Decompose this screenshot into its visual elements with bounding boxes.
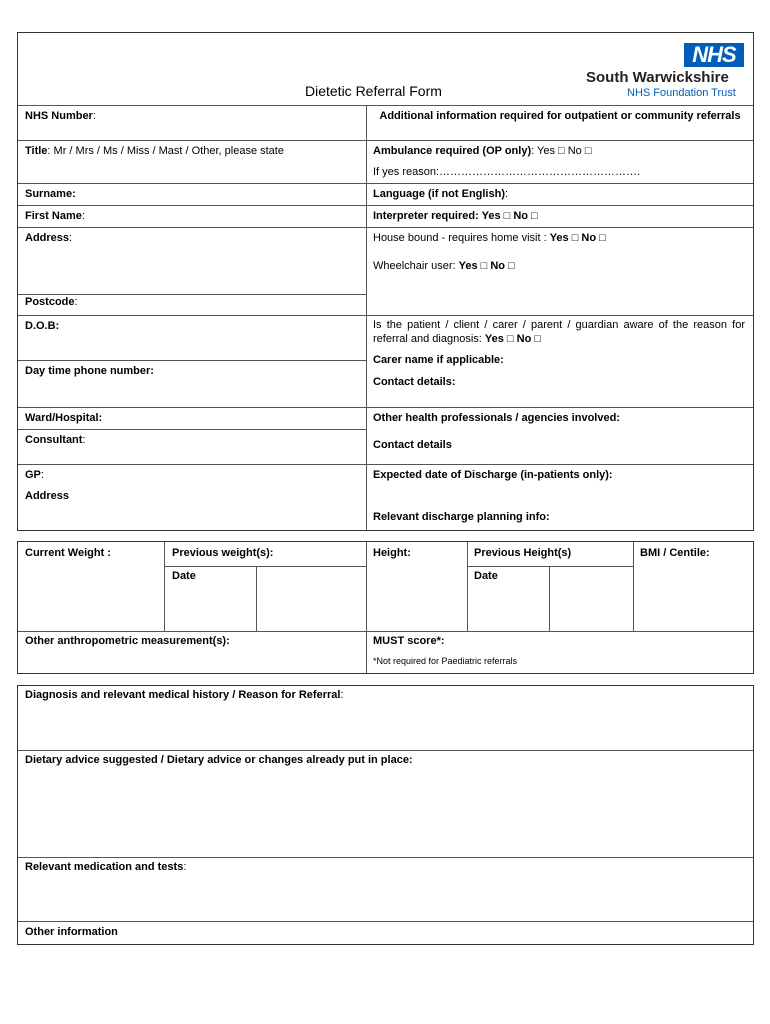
awareness-label: Is the patient / client / carer / parent / guardian aware of the reason for referral and diagnosis: — [373, 319, 745, 345]
address-label: Address — [25, 232, 70, 244]
professionals-contact-field[interactable]: Contact details — [373, 439, 452, 451]
trust-subtitle: NHS Foundation Trust — [627, 87, 736, 99]
medication-colon: : — [183, 861, 187, 873]
title-label: Title — [25, 145, 48, 157]
discharge-info-field[interactable]: Relevant discharge planning info: — [373, 511, 550, 523]
diagnosis-label: Diagnosis and relevant medical history / Reason for Referral — [25, 689, 341, 701]
gp-colon: : — [40, 469, 44, 481]
language-field[interactable] — [373, 187, 508, 201]
housebound-label: House bound - requires home visit : — [373, 232, 550, 244]
day-phone-field[interactable]: Day time phone number: — [25, 365, 154, 377]
address-field[interactable] — [25, 231, 72, 245]
postcode-label: Postcode — [25, 296, 75, 308]
diagnosis-colon: : — [340, 689, 344, 701]
nhs-logo: NHS — [684, 43, 744, 67]
height-date-field[interactable]: Date — [474, 570, 498, 582]
address-colon: : — [69, 232, 73, 244]
first-name-label: First Name — [25, 210, 82, 222]
surname-field[interactable]: Surname: — [25, 188, 76, 200]
outpatient-heading: Additional information required for outpatient or community referrals — [379, 110, 741, 122]
dob-field[interactable]: D.O.B: — [25, 320, 60, 332]
first-name-field[interactable] — [25, 209, 85, 223]
consultant-label: Consultant — [25, 434, 83, 446]
language-colon: : — [505, 188, 509, 200]
nhs-number-field[interactable] — [25, 109, 96, 123]
housebound-field[interactable] — [373, 231, 606, 245]
other-professionals-field[interactable]: Other health professionals / agencies involved: — [373, 412, 620, 424]
nhs-number-colon: : — [92, 110, 96, 122]
trust-name: South Warwickshire — [586, 69, 729, 86]
ambulance-field[interactable] — [373, 144, 592, 158]
nhs-number-label: NHS Number — [25, 110, 93, 122]
wheelchair-options[interactable]: Yes □ No □ — [458, 260, 515, 272]
interpreter-options[interactable]: : Yes □ No □ — [475, 210, 538, 222]
consultant-colon: : — [82, 434, 86, 446]
weight-date-field[interactable]: Date — [172, 570, 196, 582]
other-information-field[interactable]: Other information — [25, 926, 118, 938]
awareness-options[interactable]: Yes □ No □ — [484, 333, 541, 345]
carer-name-field[interactable]: Carer name if applicable: — [373, 354, 504, 366]
consultant-field[interactable] — [25, 433, 86, 447]
title-options: : Mr / Mrs / Ms / Miss / Mast / Other, please state — [47, 145, 284, 157]
housebound-options[interactable]: Yes □ No □ — [549, 232, 606, 244]
gp-field[interactable] — [25, 468, 44, 482]
page-title: Dietetic Referral Form — [305, 83, 442, 99]
ambulance-options[interactable]: : Yes □ No □ — [531, 145, 592, 157]
must-score-field[interactable]: MUST score*: — [373, 635, 445, 647]
wheelchair-label: Wheelchair user: — [373, 260, 459, 272]
interpreter-field[interactable] — [373, 209, 538, 223]
bmi-field[interactable]: BMI / Centile: — [640, 547, 710, 559]
previous-heights-field[interactable]: Previous Height(s) — [474, 547, 572, 559]
interpreter-label: Interpreter required — [373, 210, 476, 222]
medication-label: Relevant medication and tests — [25, 861, 184, 873]
height-field[interactable]: Height: — [373, 547, 411, 559]
title-field[interactable] — [25, 144, 284, 158]
postcode-field[interactable] — [25, 295, 78, 309]
ambulance-label: Ambulance required (OP only) — [373, 145, 532, 157]
wheelchair-field[interactable] — [373, 259, 515, 273]
must-note: *Not required for Paediatric referrals — [373, 656, 518, 666]
first-name-colon: : — [81, 210, 85, 222]
current-weight-field[interactable]: Current Weight : — [25, 547, 111, 559]
diagnosis-field[interactable] — [25, 688, 344, 702]
patient-details-section — [17, 32, 754, 531]
previous-weights-field[interactable]: Previous weight(s): — [172, 547, 274, 559]
other-anthropometric-field[interactable]: Other anthropometric measurement(s): — [25, 635, 230, 647]
clinical-section — [17, 685, 754, 945]
ambulance-reason-field[interactable]: If yes reason:………………………………………………. — [373, 166, 641, 178]
dietary-advice-field[interactable]: Dietary advice suggested / Dietary advice or changes already put in place: — [25, 754, 413, 766]
gp-label: GP — [25, 469, 41, 481]
postcode-colon: : — [74, 296, 78, 308]
discharge-date-field[interactable]: Expected date of Discharge (in-patients only): — [373, 469, 613, 481]
ward-hospital-field[interactable]: Ward/Hospital: — [25, 412, 103, 424]
carer-contact-field[interactable]: Contact details: — [373, 376, 456, 388]
awareness-field[interactable] — [373, 318, 745, 346]
language-label: Language (if not English) — [373, 188, 505, 200]
gp-address-field[interactable]: Address — [25, 490, 70, 502]
medication-field[interactable] — [25, 860, 186, 874]
